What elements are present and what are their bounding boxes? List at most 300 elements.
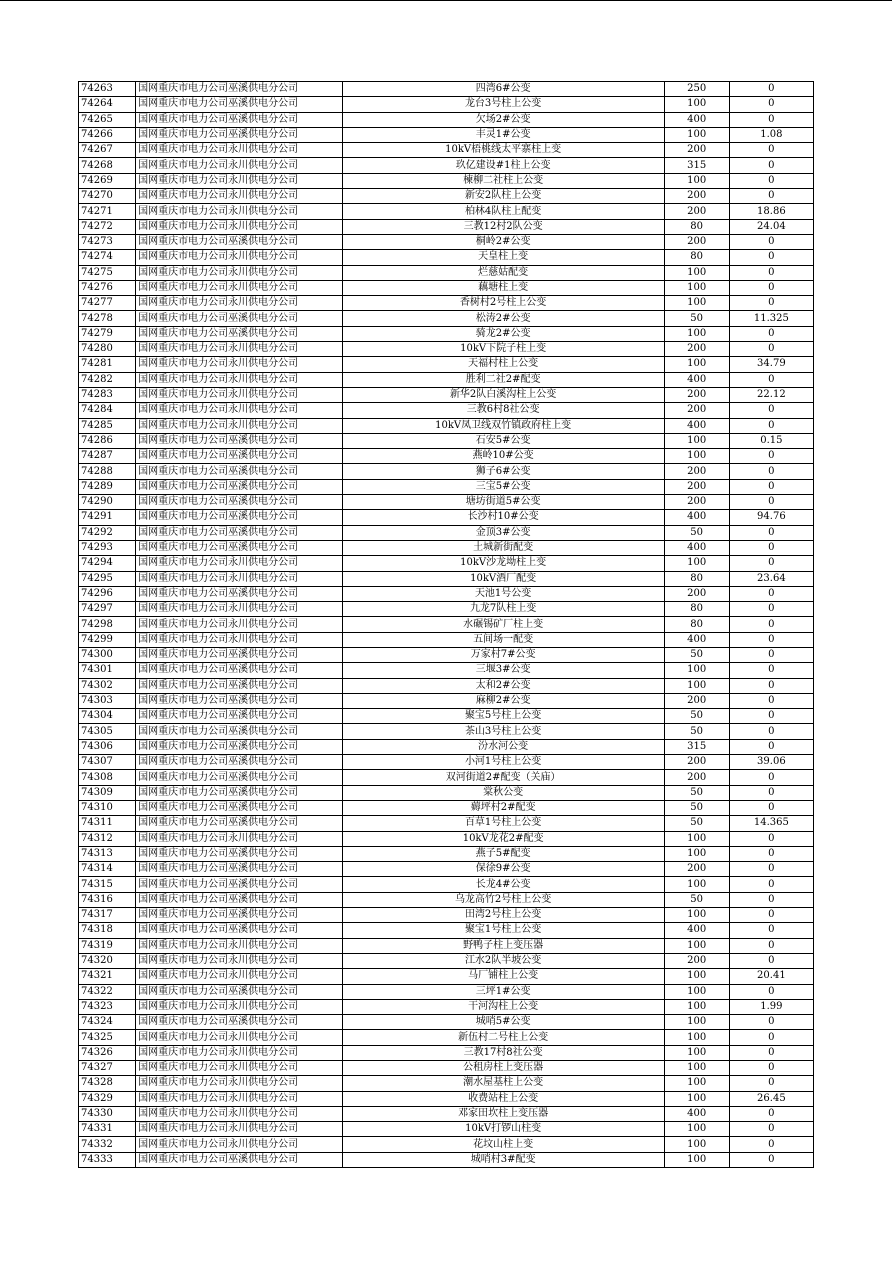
row-id-cell: 74308 [79, 770, 136, 785]
company-cell: 国网重庆市电力公司巫溪供电分公司 [136, 663, 343, 678]
transformer-name-cell: 胜利二社2#配变 [342, 372, 664, 387]
capacity-cell: 400 [664, 923, 729, 938]
company-cell: 国网重庆市电力公司永川供电分公司 [136, 602, 343, 617]
row-id-cell: 74307 [79, 755, 136, 770]
transformer-name-cell: 藕塘柱上变 [342, 280, 664, 295]
transformer-name-cell: 松涛2#公变 [342, 311, 664, 326]
company-cell: 国网重庆市电力公司巫溪供电分公司 [136, 311, 343, 326]
capacity-cell: 200 [664, 387, 729, 402]
row-id-cell: 74306 [79, 739, 136, 754]
value-cell: 0 [729, 189, 813, 204]
company-cell: 国网重庆市电力公司永川供电分公司 [136, 831, 343, 846]
value-cell: 0 [729, 296, 813, 311]
row-id-cell: 74300 [79, 647, 136, 662]
company-cell: 国网重庆市电力公司永川供电分公司 [136, 1061, 343, 1076]
transformer-name-cell: 城哨5#公变 [342, 1015, 664, 1030]
capacity-cell: 100 [664, 1045, 729, 1060]
transformer-name-cell: 水碾锡矿厂柱上变 [342, 617, 664, 632]
page-top-rule [0, 0, 892, 1]
value-cell: 26.45 [729, 1091, 813, 1106]
transformer-name-cell: 茶山3号柱上公变 [342, 724, 664, 739]
row-id-cell: 74278 [79, 311, 136, 326]
capacity-cell: 100 [664, 908, 729, 923]
company-cell: 国网重庆市电力公司永川供电分公司 [136, 953, 343, 968]
company-cell: 国网重庆市电力公司永川供电分公司 [136, 418, 343, 433]
row-id-cell: 74268 [79, 158, 136, 173]
transformer-name-cell: 城哨村3#配变 [342, 1152, 664, 1167]
company-cell: 国网重庆市电力公司巫溪供电分公司 [136, 127, 343, 142]
company-cell: 国网重庆市电力公司永川供电分公司 [136, 617, 343, 632]
row-id-cell: 74327 [79, 1061, 136, 1076]
capacity-cell: 100 [664, 999, 729, 1014]
capacity-cell: 80 [664, 617, 729, 632]
transformer-name-cell: 三教12村2队公变 [342, 219, 664, 234]
company-cell: 国网重庆市电力公司巫溪供电分公司 [136, 816, 343, 831]
value-cell: 0 [729, 464, 813, 479]
transformer-name-cell: 保徐9#公变 [342, 862, 664, 877]
capacity-cell: 100 [664, 127, 729, 142]
transformer-name-cell: 太和2#公变 [342, 678, 664, 693]
transformer-name-cell: 龙台3号柱上公变 [342, 97, 664, 112]
capacity-cell: 80 [664, 602, 729, 617]
company-cell: 国网重庆市电力公司永川供电分公司 [136, 1122, 343, 1137]
value-cell: 0 [729, 280, 813, 295]
row-id-cell: 74267 [79, 143, 136, 158]
transformer-name-cell: 公租房柱上变压器 [342, 1061, 664, 1076]
row-id-cell: 74264 [79, 97, 136, 112]
table-row [79, 265, 814, 280]
company-cell: 国网重庆市电力公司巫溪供电分公司 [136, 923, 343, 938]
transformer-name-cell: 10kV下院子柱上变 [342, 342, 664, 357]
capacity-cell: 100 [664, 280, 729, 295]
row-id-cell: 74320 [79, 953, 136, 968]
transformer-name-cell: 10kV凤卫线双竹镇政府柱上变 [342, 418, 664, 433]
table-row [79, 571, 814, 586]
capacity-cell: 100 [664, 1061, 729, 1076]
table-row [79, 112, 814, 127]
table-row [79, 709, 814, 724]
company-cell: 国网重庆市电力公司巫溪供电分公司 [136, 510, 343, 525]
capacity-cell: 200 [664, 755, 729, 770]
capacity-cell: 200 [664, 189, 729, 204]
capacity-cell: 100 [664, 1137, 729, 1152]
table-row [79, 800, 814, 815]
table-row [79, 862, 814, 877]
row-id-cell: 74301 [79, 663, 136, 678]
transformer-name-cell: 新伍村二号柱上公变 [342, 1030, 664, 1045]
value-cell: 0 [729, 326, 813, 341]
transformer-name-cell: 双河街道2#配变（关庙） [342, 770, 664, 785]
table-row [79, 234, 814, 249]
table-row [79, 540, 814, 555]
company-cell: 国网重庆市电力公司永川供电分公司 [136, 204, 343, 219]
company-cell: 国网重庆市电力公司永川供电分公司 [136, 1030, 343, 1045]
row-id-cell: 74287 [79, 449, 136, 464]
value-cell: 1.08 [729, 127, 813, 142]
row-id-cell: 74289 [79, 479, 136, 494]
table-row [79, 999, 814, 1014]
company-cell: 国网重庆市电力公司永川供电分公司 [136, 189, 343, 204]
transformer-name-cell: 10kV打锣山柱变 [342, 1122, 664, 1137]
value-cell: 0 [729, 831, 813, 846]
table-row [79, 342, 814, 357]
table-row [79, 984, 814, 999]
value-cell: 0.15 [729, 433, 813, 448]
transformer-name-cell: 野鸭子柱上变压器 [342, 938, 664, 953]
value-cell: 0 [729, 617, 813, 632]
table-row [79, 143, 814, 158]
row-id-cell: 74290 [79, 495, 136, 510]
transformer-name-cell: 三教17村8社公变 [342, 1045, 664, 1060]
row-id-cell: 74298 [79, 617, 136, 632]
row-id-cell: 74276 [79, 280, 136, 295]
row-id-cell: 74325 [79, 1030, 136, 1045]
transformer-name-cell: 五间场一配变 [342, 632, 664, 647]
table-row [79, 1015, 814, 1030]
company-cell: 国网重庆市电力公司永川供电分公司 [136, 938, 343, 953]
transformer-name-cell: 小河1号柱上公变 [342, 755, 664, 770]
table-row [79, 311, 814, 326]
capacity-cell: 200 [664, 693, 729, 708]
transformer-name-cell: 新华2队白溪沟柱上公变 [342, 387, 664, 402]
transformer-name-cell: 桐岭2#公变 [342, 234, 664, 249]
value-cell: 0 [729, 663, 813, 678]
table-row [79, 97, 814, 112]
row-id-cell: 74280 [79, 342, 136, 357]
table-row [79, 602, 814, 617]
row-id-cell: 74274 [79, 250, 136, 265]
row-id-cell: 74317 [79, 908, 136, 923]
row-id-cell: 74272 [79, 219, 136, 234]
table-row [79, 923, 814, 938]
table-row [79, 357, 814, 372]
transformer-name-cell: 狮子6#公变 [342, 464, 664, 479]
capacity-cell: 100 [664, 265, 729, 280]
transformer-name-cell: 骑龙2#公变 [342, 326, 664, 341]
company-cell: 国网重庆市电力公司巫溪供电分公司 [136, 877, 343, 892]
company-cell: 国网重庆市电力公司巫溪供电分公司 [136, 525, 343, 540]
company-cell: 国网重庆市电力公司永川供电分公司 [136, 387, 343, 402]
value-cell: 94.76 [729, 510, 813, 525]
row-id-cell: 74314 [79, 862, 136, 877]
row-id-cell: 74329 [79, 1091, 136, 1106]
capacity-cell: 200 [664, 953, 729, 968]
transformer-name-cell: 三教6村8社公变 [342, 403, 664, 418]
capacity-cell: 100 [664, 678, 729, 693]
transformer-name-cell: 聚宝5号柱上公变 [342, 709, 664, 724]
company-cell: 国网重庆市电力公司巫溪供电分公司 [136, 785, 343, 800]
capacity-cell: 80 [664, 219, 729, 234]
row-id-cell: 74319 [79, 938, 136, 953]
table-row [79, 204, 814, 219]
transformer-name-cell: 10kV梧桃线太平寨柱上变 [342, 143, 664, 158]
transformer-name-cell: 干河沟柱上公变 [342, 999, 664, 1014]
table-row [79, 647, 814, 662]
row-id-cell: 74312 [79, 831, 136, 846]
value-cell: 0 [729, 785, 813, 800]
value-cell: 0 [729, 82, 813, 97]
value-cell: 0 [729, 739, 813, 754]
value-cell: 0 [729, 724, 813, 739]
transformer-name-cell: 长沙村10#公变 [342, 510, 664, 525]
capacity-cell: 100 [664, 831, 729, 846]
capacity-cell: 400 [664, 112, 729, 127]
company-cell: 国网重庆市电力公司巫溪供电分公司 [136, 326, 343, 341]
company-cell: 国网重庆市电力公司巫溪供电分公司 [136, 800, 343, 815]
table-row [79, 250, 814, 265]
table-row [79, 586, 814, 601]
transformer-name-cell: 万家村7#公变 [342, 647, 664, 662]
table-row [79, 326, 814, 341]
capacity-cell: 100 [664, 556, 729, 571]
value-cell: 0 [729, 586, 813, 601]
transformer-name-cell: 百草1号柱上公变 [342, 816, 664, 831]
value-cell: 34.79 [729, 357, 813, 372]
company-cell: 国网重庆市电力公司永川供电分公司 [136, 173, 343, 188]
transformer-name-cell: 三堰3#公变 [342, 663, 664, 678]
company-cell: 国网重庆市电力公司巫溪供电分公司 [136, 846, 343, 861]
capacity-cell: 50 [664, 311, 729, 326]
transformer-name-cell: 收费站柱上公变 [342, 1091, 664, 1106]
company-cell: 国网重庆市电力公司巫溪供电分公司 [136, 449, 343, 464]
transformer-name-cell: 四湾6#公变 [342, 82, 664, 97]
table-row [79, 525, 814, 540]
company-cell: 国网重庆市电力公司巫溪供电分公司 [136, 984, 343, 999]
value-cell: 0 [729, 908, 813, 923]
company-cell: 国网重庆市电力公司巫溪供电分公司 [136, 495, 343, 510]
value-cell: 0 [729, 892, 813, 907]
table-row [79, 831, 814, 846]
row-id-cell: 74291 [79, 510, 136, 525]
row-id-cell: 74299 [79, 632, 136, 647]
company-cell: 国网重庆市电力公司永川供电分公司 [136, 556, 343, 571]
company-cell: 国网重庆市电力公司永川供电分公司 [136, 296, 343, 311]
capacity-cell: 100 [664, 296, 729, 311]
company-cell: 国网重庆市电力公司永川供电分公司 [136, 143, 343, 158]
row-id-cell: 74321 [79, 969, 136, 984]
capacity-cell: 200 [664, 464, 729, 479]
company-cell: 国网重庆市电力公司永川供电分公司 [136, 571, 343, 586]
company-cell: 国网重庆市电力公司永川供电分公司 [136, 158, 343, 173]
capacity-cell: 100 [664, 1076, 729, 1091]
table-row [79, 1091, 814, 1106]
table-row [79, 632, 814, 647]
table-row [79, 1137, 814, 1152]
value-cell: 0 [729, 495, 813, 510]
capacity-cell: 50 [664, 800, 729, 815]
table-row [79, 127, 814, 142]
value-cell: 0 [729, 173, 813, 188]
value-cell: 0 [729, 403, 813, 418]
value-cell: 0 [729, 923, 813, 938]
capacity-cell: 100 [664, 433, 729, 448]
company-cell: 国网重庆市电力公司永川供电分公司 [136, 969, 343, 984]
company-cell: 国网重庆市电力公司巫溪供电分公司 [136, 586, 343, 601]
row-id-cell: 74310 [79, 800, 136, 815]
transformer-name-cell: 三坪1#公变 [342, 984, 664, 999]
company-cell: 国网重庆市电力公司巫溪供电分公司 [136, 892, 343, 907]
capacity-cell: 100 [664, 846, 729, 861]
table-row [79, 663, 814, 678]
transformer-name-cell: 烂慈姑配变 [342, 265, 664, 280]
capacity-cell: 200 [664, 204, 729, 219]
company-cell: 国网重庆市电力公司巫溪供电分公司 [136, 234, 343, 249]
table-row [79, 433, 814, 448]
capacity-cell: 80 [664, 571, 729, 586]
table-row [79, 387, 814, 402]
table-row [79, 938, 814, 953]
company-cell: 国网重庆市电力公司永川供电分公司 [136, 280, 343, 295]
capacity-cell: 400 [664, 632, 729, 647]
table-row [79, 969, 814, 984]
capacity-cell: 400 [664, 1106, 729, 1121]
transformer-name-cell: 邓家田坎柱上变压器 [342, 1106, 664, 1121]
company-cell: 国网重庆市电力公司巫溪供电分公司 [136, 678, 343, 693]
value-cell: 0 [729, 143, 813, 158]
company-cell: 国网重庆市电力公司永川供电分公司 [136, 342, 343, 357]
table-row [79, 1152, 814, 1167]
table-row [79, 693, 814, 708]
value-cell: 0 [729, 709, 813, 724]
company-cell: 国网重庆市电力公司巫溪供电分公司 [136, 770, 343, 785]
row-id-cell: 74328 [79, 1076, 136, 1091]
company-cell: 国网重庆市电力公司永川供电分公司 [136, 372, 343, 387]
row-id-cell: 74269 [79, 173, 136, 188]
transformer-name-cell: 江水2队半坡公变 [342, 953, 664, 968]
transformer-name-cell: 花坟山柱上变 [342, 1137, 664, 1152]
row-id-cell: 74263 [79, 82, 136, 97]
row-id-cell: 74294 [79, 556, 136, 571]
capacity-cell: 200 [664, 403, 729, 418]
transformer-name-cell: 薅坪村2#配变 [342, 800, 664, 815]
value-cell: 39.06 [729, 755, 813, 770]
company-cell: 国网重庆市电力公司巫溪供电分公司 [136, 112, 343, 127]
capacity-cell: 100 [664, 173, 729, 188]
table-row [79, 724, 814, 739]
row-id-cell: 74313 [79, 846, 136, 861]
value-cell: 0 [729, 1015, 813, 1030]
transformer-name-cell: 塘坊街道5#公变 [342, 495, 664, 510]
transformer-name-cell: 新安2队柱上公变 [342, 189, 664, 204]
transformer-name-cell: 土城新街配变 [342, 540, 664, 555]
table-row [79, 173, 814, 188]
row-id-cell: 74318 [79, 923, 136, 938]
row-id-cell: 74322 [79, 984, 136, 999]
row-id-cell: 74282 [79, 372, 136, 387]
transformer-name-cell: 马厂铺柱上公变 [342, 969, 664, 984]
value-cell: 24.04 [729, 219, 813, 234]
company-cell: 国网重庆市电力公司巫溪供电分公司 [136, 1015, 343, 1030]
table-row [79, 1030, 814, 1045]
capacity-cell: 100 [664, 938, 729, 953]
row-id-cell: 74265 [79, 112, 136, 127]
company-cell: 国网重庆市电力公司巫溪供电分公司 [136, 479, 343, 494]
capacity-cell: 400 [664, 372, 729, 387]
row-id-cell: 74302 [79, 678, 136, 693]
value-cell: 0 [729, 449, 813, 464]
value-cell: 0 [729, 250, 813, 265]
capacity-cell: 100 [664, 1030, 729, 1045]
value-cell: 0 [729, 479, 813, 494]
table-row [79, 755, 814, 770]
table-row [79, 785, 814, 800]
value-cell: 0 [729, 1106, 813, 1121]
table-row [79, 158, 814, 173]
row-id-cell: 74295 [79, 571, 136, 586]
company-cell: 国网重庆市电力公司巫溪供电分公司 [136, 693, 343, 708]
value-cell: 0 [729, 112, 813, 127]
value-cell: 14.365 [729, 816, 813, 831]
capacity-cell: 50 [664, 892, 729, 907]
transformer-name-cell: 柏林4队柱上配变 [342, 204, 664, 219]
company-cell: 国网重庆市电力公司巫溪供电分公司 [136, 97, 343, 112]
table-body [79, 82, 814, 1168]
capacity-cell: 100 [664, 877, 729, 892]
capacity-cell: 200 [664, 479, 729, 494]
transformer-name-cell: 天池1号公变 [342, 586, 664, 601]
value-cell: 0 [729, 265, 813, 280]
capacity-cell: 100 [664, 1091, 729, 1106]
row-id-cell: 74297 [79, 602, 136, 617]
capacity-cell: 100 [664, 984, 729, 999]
row-id-cell: 74293 [79, 540, 136, 555]
capacity-cell: 200 [664, 342, 729, 357]
value-cell: 0 [729, 632, 813, 647]
capacity-cell: 100 [664, 1122, 729, 1137]
value-cell: 0 [729, 1076, 813, 1091]
row-id-cell: 74303 [79, 693, 136, 708]
table-row [79, 816, 814, 831]
company-cell: 国网重庆市电力公司巫溪供电分公司 [136, 1152, 343, 1167]
table-row [79, 219, 814, 234]
transformer-name-cell: 金顶3#公变 [342, 525, 664, 540]
value-cell: 22.12 [729, 387, 813, 402]
transformer-name-cell: 田湾2号柱上公变 [342, 908, 664, 923]
company-cell: 国网重庆市电力公司永川供电分公司 [136, 357, 343, 372]
row-id-cell: 74309 [79, 785, 136, 800]
capacity-cell: 315 [664, 739, 729, 754]
table-row [79, 908, 814, 923]
company-cell: 国网重庆市电力公司永川供电分公司 [136, 999, 343, 1014]
table-row [79, 296, 814, 311]
value-cell: 0 [729, 1045, 813, 1060]
table-row [79, 556, 814, 571]
row-id-cell: 74266 [79, 127, 136, 142]
capacity-cell: 200 [664, 862, 729, 877]
row-id-cell: 74288 [79, 464, 136, 479]
table-row [79, 953, 814, 968]
company-cell: 国网重庆市电力公司巫溪供电分公司 [136, 724, 343, 739]
transformer-name-cell: 燕子5#配变 [342, 846, 664, 861]
data-table [78, 81, 814, 1168]
capacity-cell: 100 [664, 326, 729, 341]
capacity-cell: 80 [664, 250, 729, 265]
transformer-name-cell: 楝柳二社柱上公变 [342, 173, 664, 188]
row-id-cell: 74333 [79, 1152, 136, 1167]
table-row [79, 846, 814, 861]
value-cell: 0 [729, 846, 813, 861]
row-id-cell: 74279 [79, 326, 136, 341]
value-cell: 0 [729, 97, 813, 112]
row-id-cell: 74277 [79, 296, 136, 311]
company-cell: 国网重庆市电力公司巫溪供电分公司 [136, 82, 343, 97]
table-row [79, 1106, 814, 1121]
transformer-name-cell: 玖亿建设#1柱上公变 [342, 158, 664, 173]
row-id-cell: 74271 [79, 204, 136, 219]
table-row [79, 495, 814, 510]
table-row [79, 189, 814, 204]
company-cell: 国网重庆市电力公司巫溪供电分公司 [136, 433, 343, 448]
